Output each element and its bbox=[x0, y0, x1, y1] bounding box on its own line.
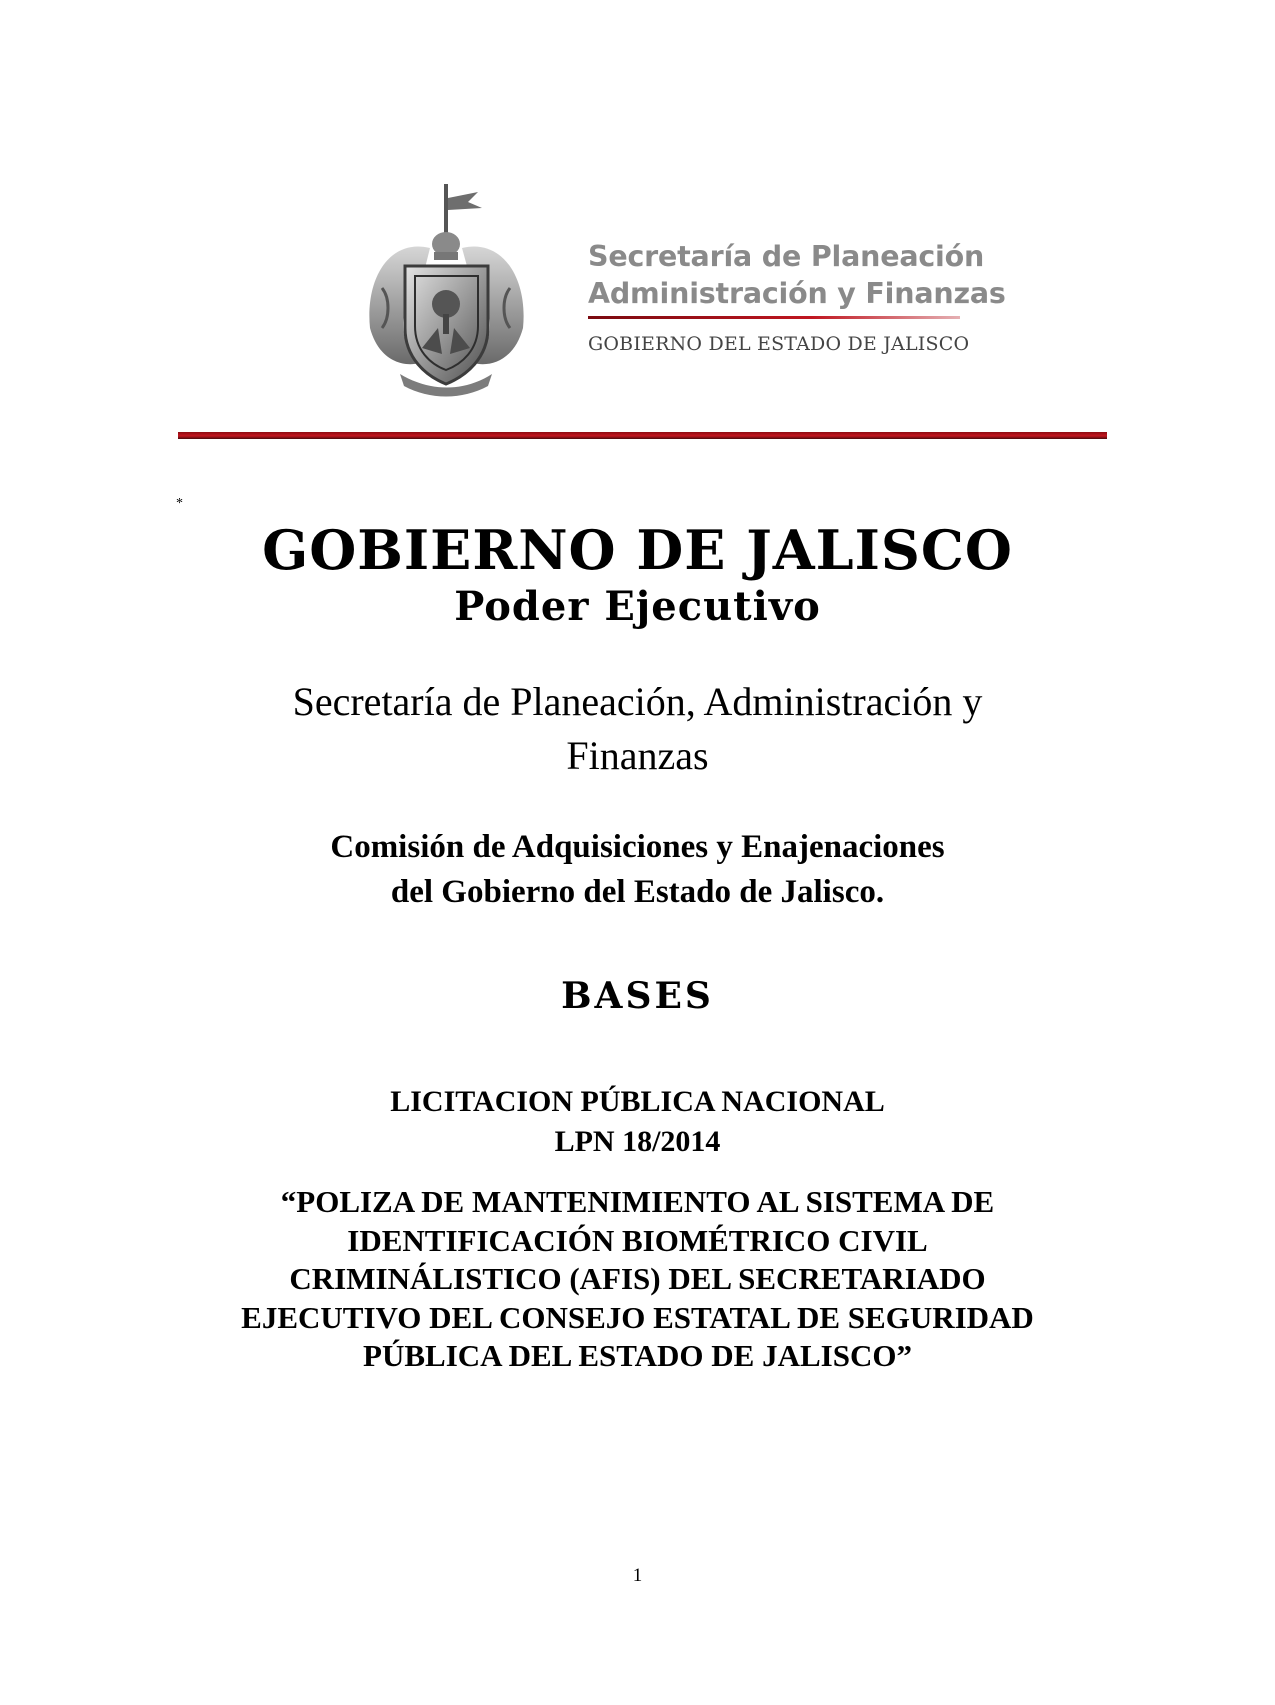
subject-line: “POLIZA DE MANTENIMIENTO AL SISTEMA DE bbox=[280, 1184, 995, 1219]
branch-subtitle: Poder Ejecutivo bbox=[454, 583, 821, 630]
organization-logo-text bbox=[588, 238, 1006, 355]
org-name-line1: Secretaría de Planeación bbox=[588, 240, 985, 273]
page-number: 1 bbox=[632, 1565, 643, 1586]
subject-line: PÚBLICA DEL ESTADO DE JALISCO” bbox=[363, 1338, 912, 1373]
commission-heading bbox=[0, 825, 1275, 915]
subject-line: IDENTIFICACIÓN BIOMÉTRICO CIVIL bbox=[347, 1222, 928, 1258]
subject-line: EJECUTIVO DEL CONSEJO ESTATAL DE SEGURIDAD bbox=[241, 1299, 1034, 1335]
commission-line: Comisión de Adquisiciones y Enajenaciones bbox=[330, 829, 945, 865]
document-type: BASES bbox=[561, 975, 714, 1017]
org-name-line2: Administración y Finanzas bbox=[588, 277, 1006, 310]
org-government-label: GOBIERNO DEL ESTADO DE JALISCO bbox=[588, 333, 970, 355]
asterisk-mark: * bbox=[176, 496, 183, 511]
secretariat-line: Secretaría de Planeación, Administración y bbox=[292, 679, 983, 724]
org-divider bbox=[588, 316, 960, 319]
tender-number: LPN 18/2014 bbox=[554, 1125, 721, 1158]
secretariat-line: Finanzas bbox=[566, 733, 709, 778]
subject-line: CRIMINÁLISTICO (AFIS) DEL SECRETARIADO bbox=[289, 1261, 986, 1296]
tender-heading bbox=[0, 1082, 1275, 1162]
tender-subject bbox=[0, 1183, 1275, 1376]
secretariat-heading bbox=[0, 675, 1275, 783]
tender-type: LICITACION PÚBLICA NACIONAL bbox=[390, 1085, 885, 1118]
jalisco-coat-of-arms-icon bbox=[360, 178, 535, 398]
government-title: GOBIERNO DE JALISCO bbox=[262, 518, 1013, 582]
commission-line: del Gobierno del Estado de Jalisco. bbox=[390, 874, 885, 910]
header-divider bbox=[178, 432, 1107, 439]
